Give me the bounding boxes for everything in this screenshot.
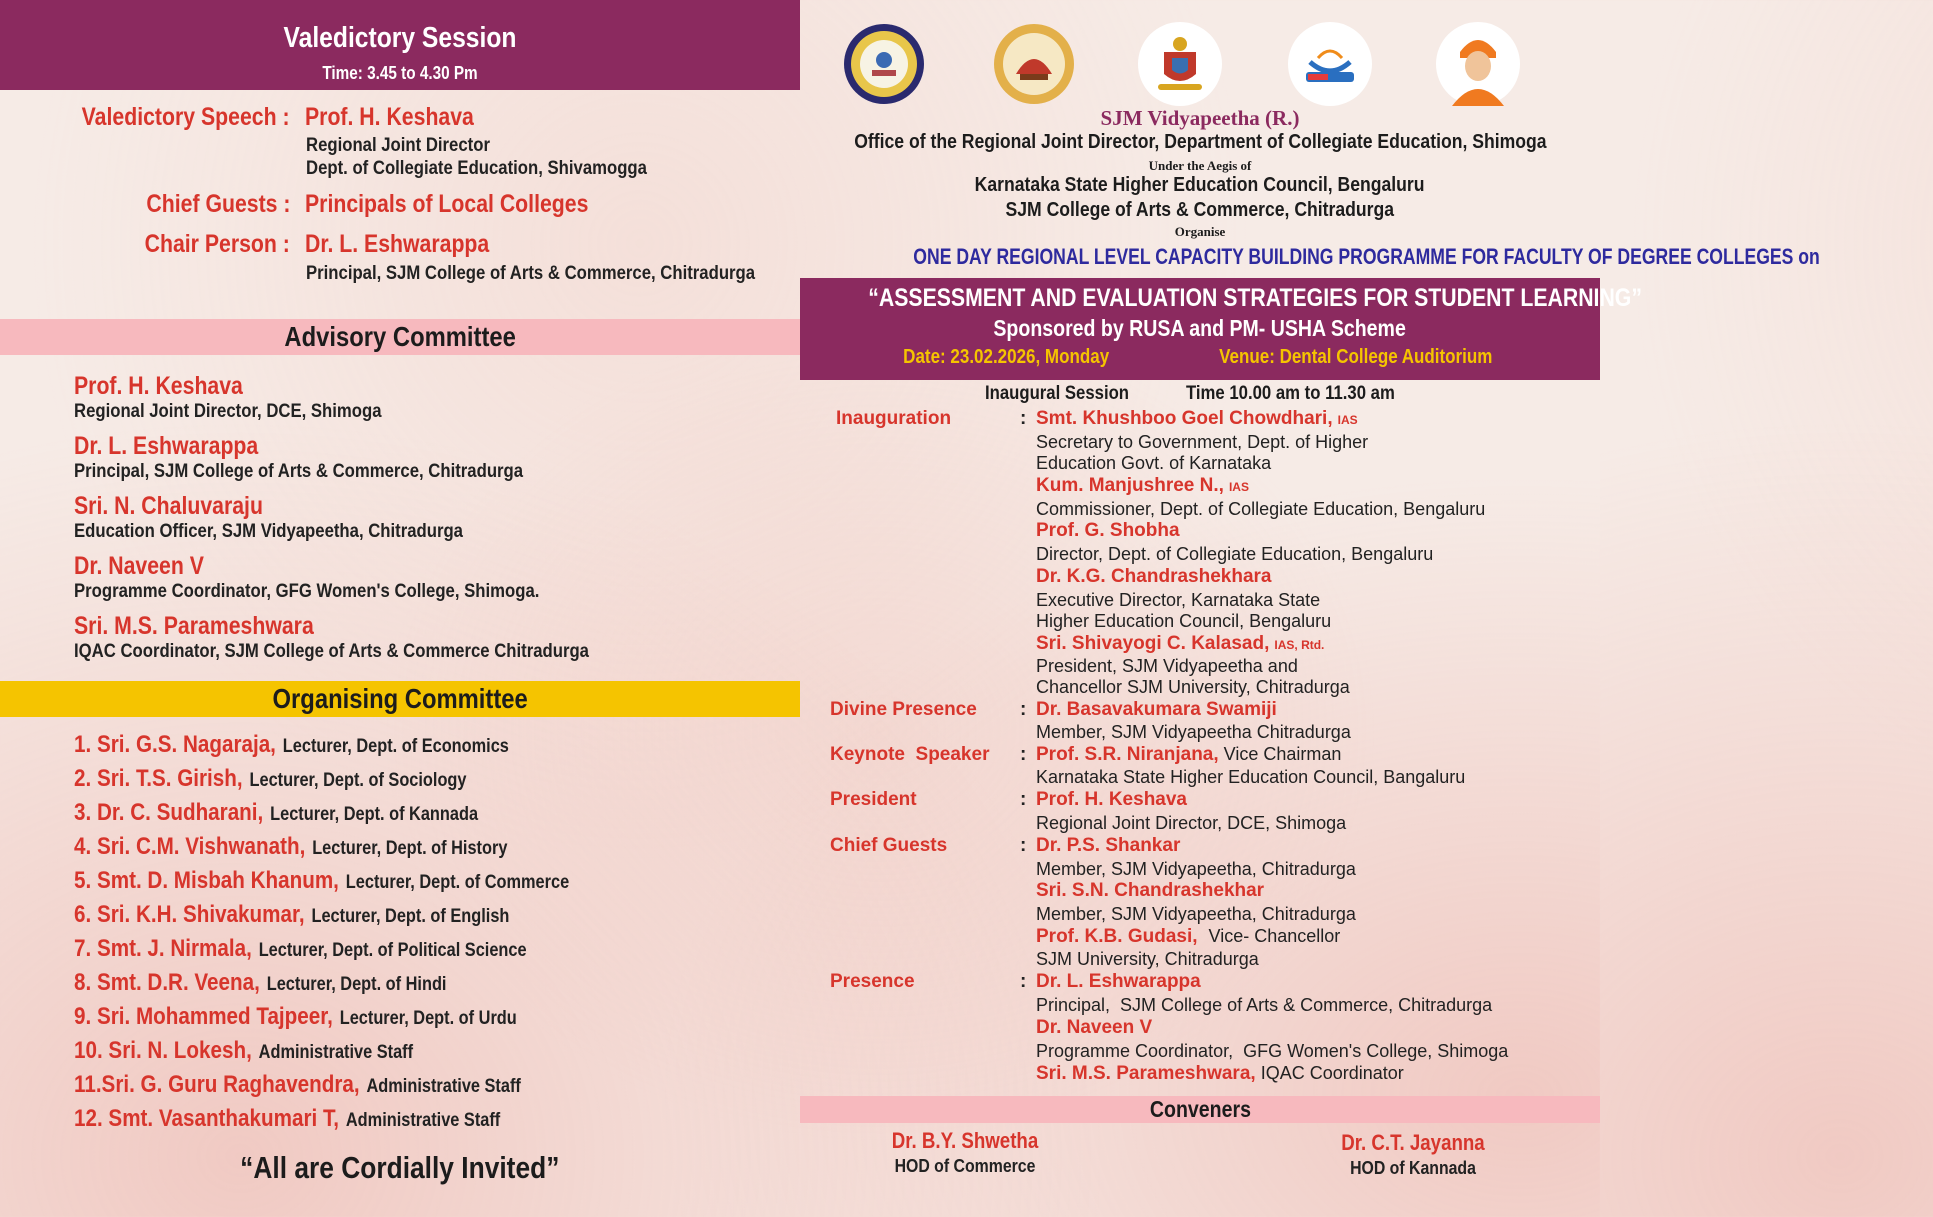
guest-name: Dr. Basavakumara Swamiji [1036,699,1277,720]
guest-line [1036,835,1180,857]
guest-name: Kum. Manjushree N., [1036,475,1224,496]
guest-title-suffix: IAS [1228,480,1249,494]
organising-member [74,1071,521,1099]
organising-member-name: 12. Smt. Vasanthakumari T, [74,1105,340,1132]
conveners-title: Conveners [1149,1096,1251,1122]
organising-member [74,799,478,827]
organising-member-name: 1. Sri. G.S. Nagaraja, [74,731,276,758]
guest-name: Smt. Khushboo Goel Chowdhari, [1036,408,1333,429]
event-sponsor [800,315,1600,342]
guest-inline-role: IQAC Coordinator [1260,1063,1404,1083]
guest-name: Prof. K.B. Gudasi, [1036,926,1198,947]
advisory-member [74,492,516,544]
chief-guests-label: Chief Guests [830,835,948,856]
organising-member-role: Lecturer, Dept. of Economics [282,736,509,757]
organising-member-role: Lecturer, Dept. of Sociology [249,770,467,791]
guest-role: Executive Director, Karnataka State [1036,590,1321,610]
guest-inline-role: Vice Chairman [1223,744,1342,764]
guest-line [1036,475,1249,497]
inaugural-session-time-text: Time 10.00 am to 11.30 am [1186,383,1395,404]
conveners-heading [800,1096,1600,1123]
organising-member-name: 11.Sri. G. Guru Raghavendra, [74,1071,360,1098]
council-line [800,174,1600,197]
organising-member-name: 8. Smt. D.R. Veena, [74,969,260,996]
guest-name: Prof. S.R. Niranjana, [1036,744,1219,765]
organising-member-role: Lecturer, Dept. of English [311,906,510,927]
convener-name: Dr. B.Y. Shwetha [891,1128,1039,1153]
guest-role: Programme Coordinator, GFG Women's College, Shimoga [1036,1041,1509,1061]
organising-member [74,833,507,861]
guest-role: President, SJM Vidyapeetha and [1036,656,1298,676]
organising-member [74,1037,413,1065]
convener-role: HOD of Commerce [894,1156,1036,1176]
advisory-member [74,432,584,484]
organising-member-role: Lecturer, Dept. of Political Science [258,940,527,961]
keynote-speaker-label: Keynote Speaker [830,744,990,765]
organising-member-name: 6. Sri. K.H. Shivakumar, [74,901,305,928]
cordial-invitation-text: “All are Cordially Invited” [240,1150,560,1185]
guest-role: Secretary to Government, Dept. of Higher [1036,432,1369,452]
organising-member [74,935,527,963]
council-text: Karnataka State Higher Education Council, Bengaluru [975,174,1425,196]
office-line [800,131,1600,154]
advisory-member-role: Education Officer, SJM Vidyapeetha, Chitradurga [74,521,463,542]
president-label: President [830,789,917,810]
guest-role: Member, SJM Vidyapeetha, Chitradurga [1036,859,1356,879]
valedictory-time: Time: 3.45 to 4.30 Pm [322,63,478,83]
colon: : [1020,408,1027,429]
guest-name: Dr. L. Eshwarappa [1036,971,1201,992]
chair-person-name: Dr. L. Eshwarappa [305,230,490,258]
guest-name: Dr. Naveen V [1036,1017,1153,1038]
guest-line [1036,744,1341,766]
organising-member [74,969,446,997]
organising-member [74,765,467,793]
guest-name: Sri. M.S. Parameshwara, [1036,1063,1256,1084]
left-panel [0,0,800,1217]
chair-person-role: Principal, SJM College of Arts & Commerce, Chitradurga [306,263,756,284]
guest-name: Dr. P.S. Shankar [1036,835,1181,856]
organising-member-role: Administrative Staff [345,1110,501,1131]
organising-member-name: 5. Smt. D. Misbah Khanum, [74,867,339,894]
guest-name: Prof. G. Shobha [1036,520,1180,541]
office-text: Office of the Regional Joint Director, Department of Collegiate Education, Shimoga [853,131,1547,153]
inaugural-session-time [1186,383,1423,405]
organising-member-role: Lecturer, Dept. of History [312,838,508,859]
organising-member-name: 3. Dr. C. Sudharani, [74,799,264,826]
organising-member [74,1105,500,1133]
guest-line [1036,633,1324,655]
karnataka-emblem-icon [1138,22,1222,106]
organising-committee-title: Organising Committee [272,683,528,714]
guest-role: Higher Education Council, Bengaluru [1036,611,1332,631]
guest-role: Member, SJM Vidyapeetha, Chitradurga [1036,904,1356,924]
guest-line [1036,880,1264,902]
guest-role: Karnataka State Higher Education Council, Bangaluru [1036,767,1466,787]
organising-member-name: 7. Smt. J. Nirmala, [74,935,252,962]
guest-role: Member, SJM Vidyapeetha Chitradurga [1036,722,1351,742]
guest-inline-role: Vice- Chancellor [1208,926,1341,946]
valedictory-title: Valedictory Session [283,22,517,54]
convener-name: Dr. C.T. Jayanna [1341,1130,1485,1155]
organising-member-role: Lecturer, Dept. of Urdu [339,1008,517,1029]
guest-name: Prof. H. Keshava [1036,789,1187,810]
advisory-committee-title: Advisory Committee [284,321,516,352]
guest-role: Principal, SJM College of Arts & Commerce, Chitradurga [1036,995,1493,1015]
advisory-committee-heading [0,319,800,355]
chief-guests-label: Chief Guests : [145,190,290,218]
advisory-member-role: Regional Joint Director, DCE, Shimoga [74,401,382,422]
event-date: Date: 23.02.2026, Monday [903,346,1110,368]
event-venue: Venue: Dental College Auditorium [1219,346,1493,368]
organising-member-name: 4. Sri. C.M. Vishwanath, [74,833,306,860]
advisory-member-name: Prof. H. Keshava [74,372,243,400]
valedictory-speech-role1: Regional Joint Director [306,135,490,156]
guest-line [1036,1063,1404,1085]
sjm-university-seal-icon [842,22,926,106]
organising-member-role: Lecturer, Dept. of Kannada [270,804,479,825]
guest-role: Director, Dept. of Collegiate Education, Bengaluru [1036,544,1434,564]
guest-line [1036,926,1340,948]
organising-member-name: 2. Sri. T.S. Girish, [74,765,243,792]
colon: : [1020,744,1027,765]
organise-line: Organise [1174,224,1226,239]
colon: : [1020,971,1027,992]
guest-line [1036,566,1271,588]
colon: : [1020,699,1027,720]
colon: : [1020,789,1027,810]
convener-left [840,1128,1090,1177]
advisory-member [74,552,603,604]
guest-role: Education Govt. of Karnataka [1036,453,1272,473]
davangere-university-emblem-icon [992,22,1076,106]
guest-line [1036,699,1277,721]
guest-name: Dr. K.G. Chandrashekhara [1036,566,1272,587]
valedictory-banner [0,0,800,90]
advisory-member [74,372,423,424]
organising-member-name: 9. Sri. Mohammed Tajpeer, [74,1003,333,1030]
guest-role: Chancellor SJM University, Chitradurga [1036,677,1350,697]
guest-line [1036,1017,1152,1039]
organising-member-role: Lecturer, Dept. of Hindi [266,974,447,995]
saint-portrait-icon [1436,22,1520,106]
event-title-banner [800,278,1642,380]
advisory-member [74,612,659,664]
advisory-member-name: Dr. L. Eshwarappa [74,432,259,460]
organising-member [74,1003,517,1031]
organising-member [74,731,509,759]
advisory-member-name: Dr. Naveen V [74,552,204,580]
aegis-line: Under the Aegis of [1148,158,1252,173]
organising-member [74,867,569,895]
valedictory-speech-role2: Dept. of Collegiate Education, Shivamogga [306,158,647,179]
advisory-member-name: Sri. N. Chaluvaraju [74,492,263,520]
event-sponsor-text: Sponsored by RUSA and PM- USHA Scheme [993,315,1407,341]
divine-presence-label: Divine Presence [830,699,977,720]
guest-name: Sri. Shivayogi C. Kalasad, [1036,633,1270,654]
guest-name: Sri. S.N. Chandrashekhar [1036,880,1265,901]
chair-person-label: Chair Person : [144,230,290,258]
organising-committee-heading [0,681,800,717]
convener-role: HOD of Kannada [1350,1158,1476,1178]
guest-line [1036,789,1187,811]
college-line [800,199,1600,222]
organising-member-role: Lecturer, Dept. of Commerce [345,872,570,893]
presence-label: Presence [830,971,915,992]
organising-member [74,901,509,929]
college-text: SJM College of Arts & Commerce, Chitradurga [1005,199,1395,221]
valedictory-speech-name: Prof. H. Keshava [305,103,474,131]
inauguration-label: Inauguration [836,408,952,429]
advisory-member-role: IQAC Coordinator, SJM College of Arts & Commerce Chitradurga [74,641,589,662]
guest-role: Regional Joint Director, DCE, Shimoga [1036,813,1347,833]
guest-title-suffix: IAS [1337,413,1358,427]
convener-right [1288,1130,1538,1179]
advisory-member-role: Principal, SJM College of Arts & Commerce, Chitradurga [74,461,524,482]
colon: : [1020,835,1027,856]
guest-title-suffix: IAS, Rtd. [1274,638,1325,652]
cordial-invitation [0,1150,800,1186]
guest-line [1036,971,1201,993]
organising-member-role: Administrative Staff [258,1042,414,1063]
guest-line [1036,408,1358,430]
advisory-member-role: Programme Coordinator, GFG Women's College, Shimoga. [74,581,540,602]
programme-text: ONE DAY REGIONAL LEVEL CAPACITY BUILDING PROGRAMME FOR FACULTY OF DEGREE COLLEGES on [913,244,1820,269]
valedictory-speech-label: Valedictory Speech : [82,103,290,131]
pm-usha-logo-icon [1288,22,1372,106]
guest-role: SJM University, Chitradurga [1036,949,1259,969]
inaugural-session-heading [985,383,1149,405]
event-title-text: “ASSESSMENT AND EVALUATION STRATEGIES FOR STUDENT LEARNING” [868,284,1642,312]
organising-member-role: Administrative Staff [366,1076,521,1097]
inaugural-session-text: Inaugural Session [985,383,1130,404]
event-title [800,284,1642,313]
right-panel [800,0,1820,1217]
advisory-member-name: Sri. M.S. Parameshwara [74,612,314,640]
programme-line [800,244,1820,270]
guest-role: Commissioner, Dept. of Collegiate Education, Bengaluru [1036,499,1486,519]
guest-line [1036,520,1180,542]
sjm-vidyapeetha-title: SJM Vidyapeetha (R.) [1100,106,1300,130]
chief-guests-name: Principals of Local Colleges [305,190,589,218]
organising-member-name: 10. Sri. N. Lokesh, [74,1037,252,1064]
